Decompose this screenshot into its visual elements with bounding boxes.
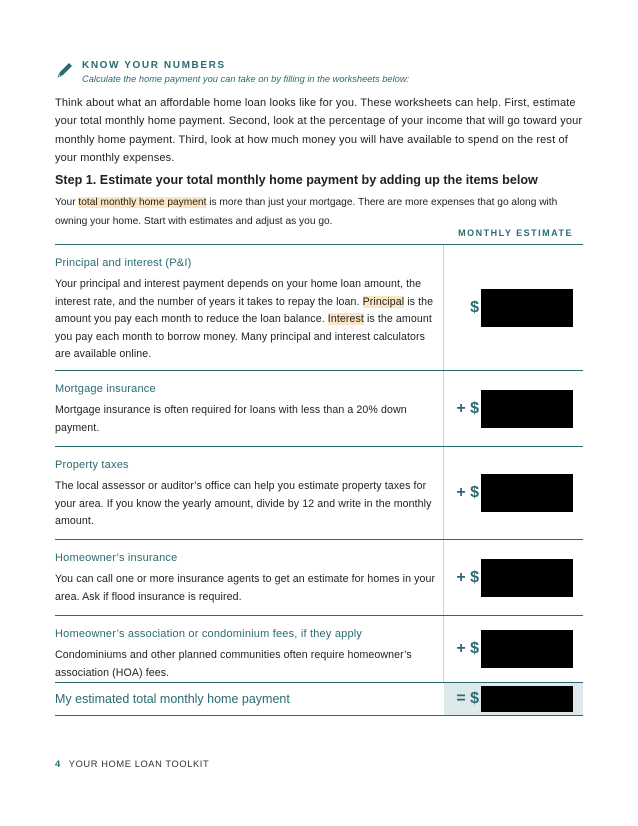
estimate-input-box[interactable] xyxy=(481,289,573,327)
page-number: 4 xyxy=(55,759,61,769)
operator-label: + $ xyxy=(456,640,479,657)
total-label: My estimated total monthly home payment xyxy=(55,692,290,706)
estimate-cell xyxy=(443,371,583,446)
highlight-term: Interest xyxy=(327,313,364,325)
row-text xyxy=(55,245,443,370)
row-text xyxy=(55,683,443,715)
footer-title: YOUR HOME LOAN TOOLKIT xyxy=(68,759,210,769)
operator-label: + $ xyxy=(456,568,479,586)
desc-part: Your principal and interest payment depends on your home loan amount, the interest rate, and the number of years it takes to repay the loan. xyxy=(55,278,422,308)
estimate-input-box[interactable] xyxy=(481,559,573,597)
row-title: Mortgage insurance xyxy=(55,383,156,395)
estimate-cell xyxy=(443,245,583,370)
estimate-input-box[interactable] xyxy=(481,630,573,668)
total-input-box[interactable] xyxy=(481,686,573,712)
row-text xyxy=(55,540,443,615)
row-property-taxes xyxy=(55,446,583,539)
highlight-term: total monthly home payment xyxy=(78,197,207,208)
operator-label: = $ xyxy=(456,690,479,707)
row-hoa-fees xyxy=(55,615,583,682)
monthly-estimate-header: MONTHLY ESTIMATE xyxy=(458,228,573,238)
row-total xyxy=(55,682,583,716)
estimate-cell xyxy=(443,540,583,615)
row-text xyxy=(55,616,443,682)
step1-heading: Step 1. Estimate your total monthly home payment by adding up the items below xyxy=(55,173,538,187)
operator-label: + $ xyxy=(456,399,479,417)
row-title: Principal and interest (P&I) xyxy=(55,257,192,269)
page-footer xyxy=(55,759,209,769)
estimate-input-box[interactable] xyxy=(481,390,573,428)
total-estimate-cell xyxy=(443,683,583,715)
row-description: Mortgage insurance is often required for loans with less than a 20% down payment. xyxy=(55,404,407,434)
row-mortgage-insurance xyxy=(55,370,583,446)
desc-part: is the amount you pay each month to borrow money. Many principal and interest calculators are available online. xyxy=(55,313,432,360)
section-subtitle: Calculate the home payment you can take on by filling in the worksheets below: xyxy=(82,74,410,84)
worksheet-table xyxy=(55,244,583,716)
row-title: Homeowner’s association or condominium fees, if they apply xyxy=(55,628,363,640)
estimate-cell xyxy=(443,447,583,539)
estimate-cell xyxy=(443,616,583,682)
row-description: You can call one or more insurance agents to get an estimate for homes in your area. Ask if flood insurance is required. xyxy=(55,573,436,603)
row-description: The local assessor or auditor’s office can help you estimate property taxes for your area. If you know the yearly amount, divide by 12 and write in the monthly amount. xyxy=(55,480,432,527)
step1-intro-start: Your xyxy=(55,197,79,208)
row-text xyxy=(55,371,443,446)
row-title: Homeowner’s insurance xyxy=(55,552,178,564)
operator-label: + $ xyxy=(456,484,479,501)
row-text xyxy=(55,447,443,539)
estimate-input-box[interactable] xyxy=(481,474,573,512)
step1-intro xyxy=(55,194,585,231)
row-title: Property taxes xyxy=(55,459,129,471)
desc-part: is the amount you pay each month to reduce the loan balance. xyxy=(55,295,434,325)
row-description xyxy=(55,276,443,364)
row-principal-interest xyxy=(55,244,583,370)
operator-label: $ xyxy=(470,298,479,316)
step1-intro-rest: is more than just your mortgage. There are more expenses that go along with owning your home. Start with estimates and adjust as you go. xyxy=(55,197,558,227)
pencil-icon xyxy=(55,60,75,80)
row-description: Condominiums and other planned communities often require homeowner’s association (HOA) fees. xyxy=(55,649,412,679)
section-title: KNOW YOUR NUMBERS xyxy=(82,60,226,71)
highlight-term: Principal xyxy=(362,295,405,308)
intro-paragraph: Think about what an affordable home loan looks like for you. These worksheets can help. First, estimate your total monthly home payment. Second, look at the percentage of your income that will go toward your monthly home payment. Third, look at how much money you will have available to spend on the rest of your monthly expenses. xyxy=(55,97,583,165)
row-homeowners-insurance xyxy=(55,539,583,615)
